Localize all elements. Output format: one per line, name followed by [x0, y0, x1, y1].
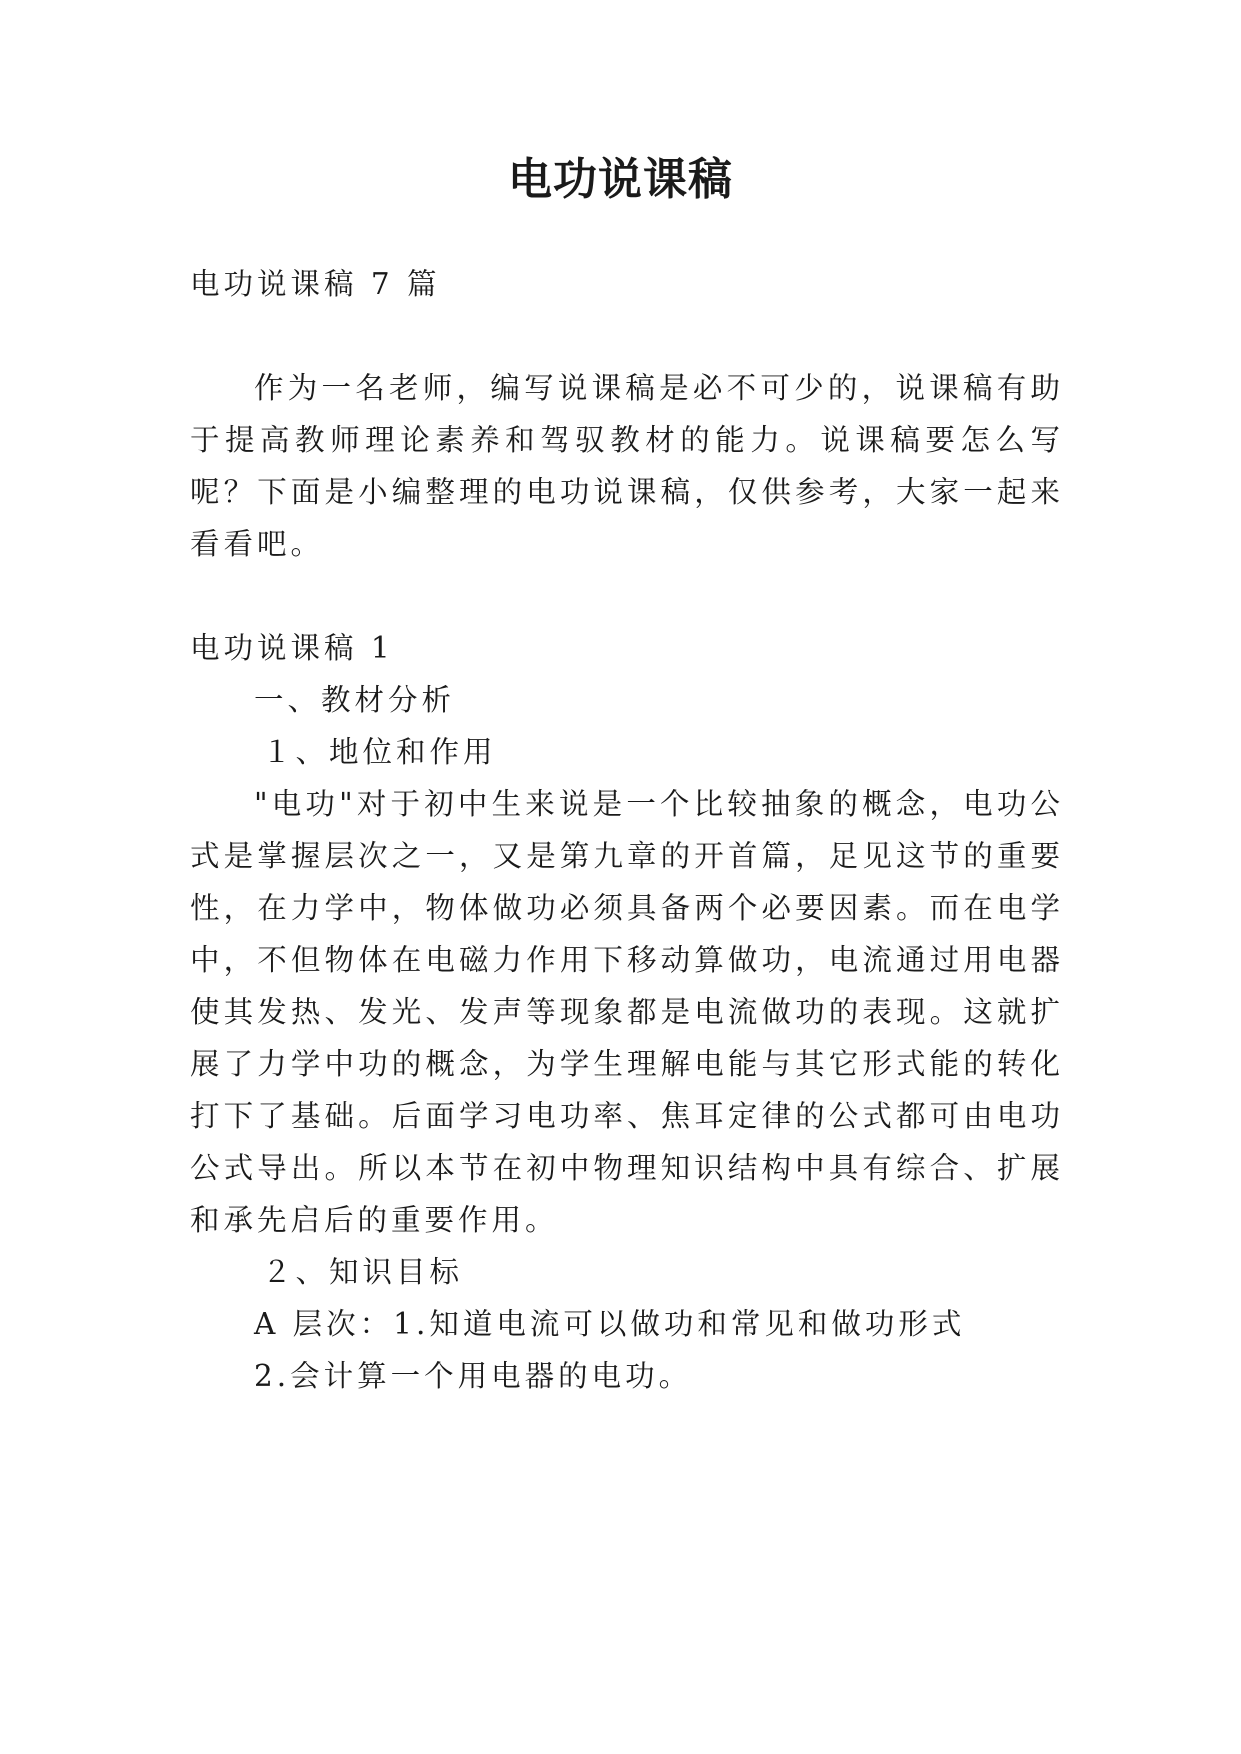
part-heading: 一、教材分析 [254, 683, 456, 717]
body-line: 公式导出。所以本节在初中物理知识结构中具有综合、扩展 [190, 1151, 1060, 1185]
body-line: 和承先启后的重要作用。 [190, 1203, 559, 1237]
intro-line: 作为一名老师，编写说课稿是必不可少的，说课稿有助 [254, 371, 1060, 405]
document-title: 电功说课稿 [508, 154, 733, 205]
intro-line: 于提高教师理论素养和驾驭教材的能力。说课稿要怎么写 [190, 423, 1060, 457]
body-line: "电功"对于初中生来说是一个比较抽象的概念，电功公 [254, 787, 1060, 821]
body-line: 打下了基础。后面学习电功率、焦耳定律的公式都可由电功 [190, 1099, 1060, 1133]
goal-line: 2.会计算一个用电器的电功。 [254, 1359, 693, 1393]
body-line: 式是掌握层次之一，又是第九章的开首篇，足见这节的重要 [190, 839, 1060, 873]
body-line: 性，在力学中，物体做功必须具备两个必要因素。而在电学 [190, 891, 1060, 925]
body-line: 展了力学中功的概念，为学生理解电能与其它形式能的转化 [190, 1047, 1060, 1081]
item-heading: １、地位和作用 [262, 735, 497, 769]
body-line: 使其发热、发光、发声等现象都是电流做功的表现。这就扩 [190, 995, 1060, 1029]
intro-line: 看看吧。 [190, 527, 325, 561]
document-subtitle: 电功说课稿 7 篇 [190, 267, 441, 301]
section-heading: 电功说课稿 1 [190, 631, 394, 665]
intro-line: 呢？下面是小编整理的电功说课稿，仅供参考，大家一起来 [190, 475, 1060, 509]
body-line: 中，不但物体在电磁力作用下移动算做功，电流通过用电器 [190, 943, 1060, 977]
goal-line: A 层次：1.知道电流可以做功和常见和做功形式 [254, 1307, 966, 1341]
item-heading: ２、知识目标 [262, 1255, 464, 1289]
